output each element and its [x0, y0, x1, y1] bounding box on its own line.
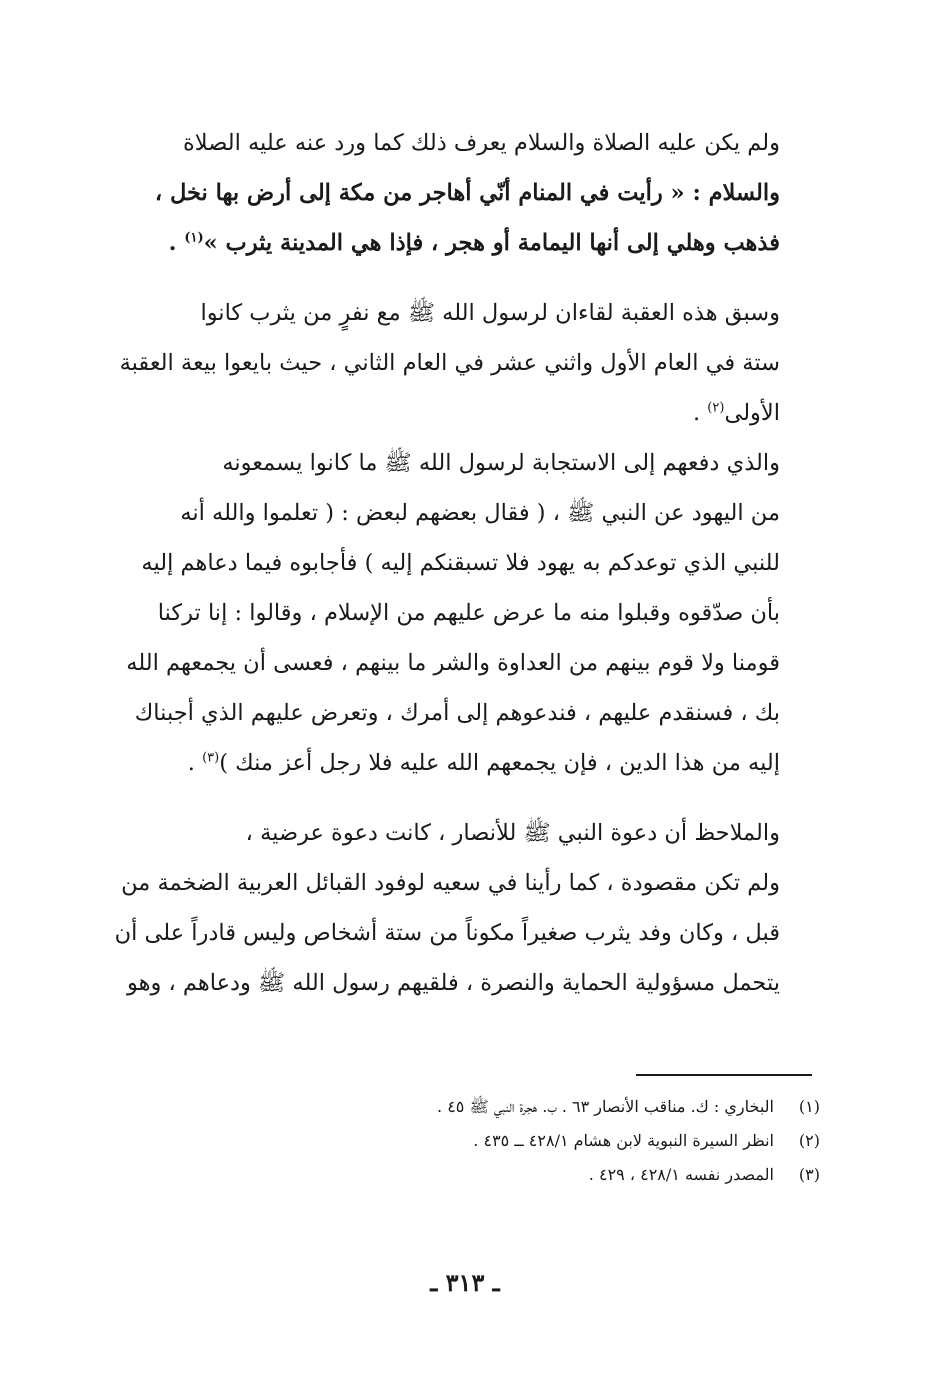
text-line: والملاحظ أن دعوة النبي ﷺ للأنصار ، كانت دعوة عرضية ، — [245, 820, 780, 846]
footnote-number: (٣) — [798, 1165, 820, 1184]
footnote-text: البخاري : ك. مناقب الأنصار ٦٣ . ب. هجرة النبي ﷺ ٤٥ . — [437, 1097, 774, 1116]
footnote-marker: (٣) — [202, 750, 220, 766]
text-line: ولم يكن عليه الصلاة والسلام يعرف ذلك كما ورد عنه عليه الصلاة — [183, 130, 780, 156]
text-line: بأن صدّقوه وقبلوا منه ما عرض عليهم من الإسلام ، وقالوا : إنا تركنا — [157, 600, 780, 626]
text-line: قومنا ولا قوم بينهم من العداوة والشر ما بينهم ، فعسى أن يجمعهم الله — [126, 650, 780, 676]
text-line: للنبي الذي توعدكم به يهود فلا تسبقنكم إليه ) فأجابوه فيما دعاهم إليه — [141, 550, 780, 576]
footnote-item — [230, 1158, 820, 1192]
footnote-text: انظر السيرة النبوية لابن هشام ٤٢٨/١ ــ ٤٣٥ . — [473, 1131, 774, 1150]
footnote-item — [230, 1124, 820, 1158]
body-text — [90, 118, 780, 1008]
hadith-quote-line: فذهب وهلي إلى أنها اليمامة أو هجر ، فإذا هي المدينة يثرب »$^{(١)}$ . — [168, 230, 780, 256]
text-line: والذي دفعهم إلى الاستجابة لرسول الله ﷺ ما كانوا يسمعونه — [222, 450, 780, 476]
footnote-text: المصدر نفسه ٤٢٨/١ ، ٤٢٩ . — [588, 1165, 774, 1184]
footnote-marker: (١) — [184, 230, 204, 246]
text-line: يتحمل مسؤولية الحماية والنصرة ، فلقيهم رسول الله ﷺ ودعاهم ، وهو — [126, 970, 780, 996]
text-line: إليه من هذا الدين ، فإن يجمعهم الله عليه فلا رجل أعز منك )$^{(٣)}$ . — [187, 750, 780, 776]
hadith-quote-line: والسلام : « رأيت في المنام أنّي أهاجر من مكة إلى أرض بها نخل ، — [154, 180, 780, 206]
footnote-item — [230, 1090, 820, 1124]
footnote-number: (٢) — [798, 1131, 820, 1150]
text-line: قبل ، وكان وفد يثرب صغيراً مكوناً من ستة أشخاص وليس قادراً على أن — [114, 920, 780, 946]
footnotes — [230, 1090, 820, 1192]
page-number: ـ ٣١٣ ـ — [430, 1268, 500, 1297]
footnote-number: (١) — [798, 1097, 820, 1116]
text-line: الأولى$^{(٢)}$ . — [692, 400, 780, 426]
text-line: بك ، فسنقدم عليهم ، فندعوهم إلى أمرك ، وتعرض عليهم الذي أجبناك — [134, 700, 780, 726]
footnote-separator — [636, 1074, 812, 1076]
text-line: ستة في العام الأول واثني عشر في العام الثاني ، حيث بايعوا بيعة العقبة — [119, 350, 780, 376]
text-line: من اليهود عن النبي ﷺ ، ( فقال بعضهم لبعض : ( تعلموا والله أنه — [180, 500, 780, 526]
footnote-marker: (٢) — [707, 400, 725, 416]
text-line: ولم تكن مقصودة ، كما رأينا في سعيه لوفود القبائل العربية الضخمة من — [121, 870, 780, 896]
text-line: وسبق هذه العقبة لقاءان لرسول الله ﷺ مع نفرٍ من يثرب كانوا — [200, 300, 780, 326]
